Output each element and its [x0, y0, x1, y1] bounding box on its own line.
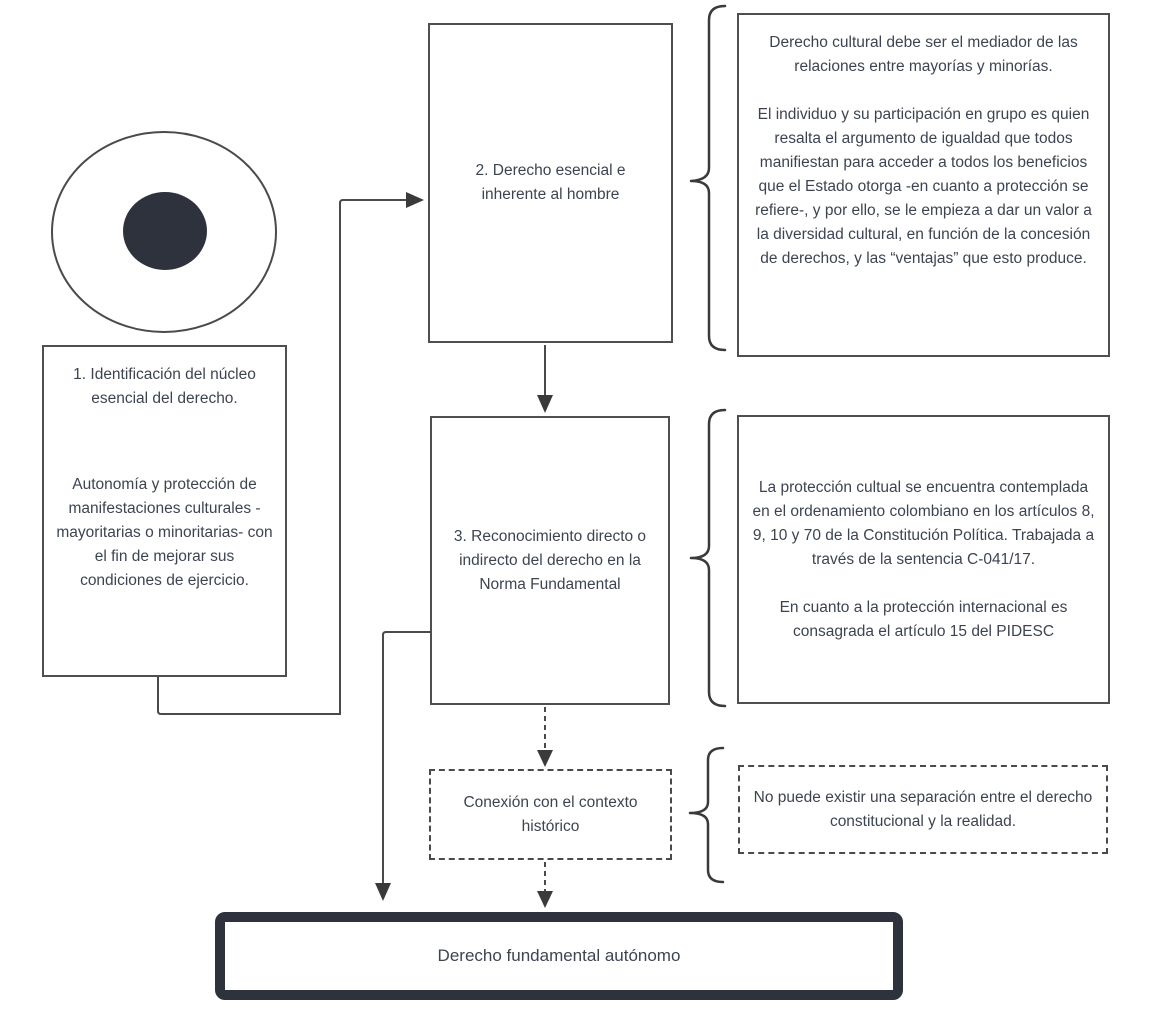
historical-context-box	[429, 769, 672, 860]
connector-box3-to-final	[383, 632, 430, 883]
arrowhead-into-final-box-center	[537, 891, 553, 908]
brace-note-bottom	[690, 748, 723, 882]
step1-box	[42, 345, 287, 677]
arrowhead-into-box3	[537, 395, 553, 413]
inner-circle-shape	[123, 192, 207, 270]
final-result-box	[215, 912, 903, 1000]
note-top-para1: Derecho cultural debe ser el mediador de las relaciones entre mayorías y minorías.	[769, 34, 1078, 75]
step1-title: 1. Identificación del núcleo esencial del derecho.	[73, 366, 256, 407]
note-bottom-box	[738, 765, 1108, 854]
arrowhead-into-context-box	[537, 750, 553, 767]
step2-label: 2. Derecho esencial e inherente al hombre	[475, 162, 626, 203]
step1-description: Autonomía y protección de manifestaciones culturales -mayoritarias o minoritarias- con el fin de mejorar sus condiciones de ejercicio.	[56, 476, 273, 589]
note-middle-para2: En cuanto a la protección internacional es consagrada el artículo 15 del PIDESC	[779, 598, 1068, 640]
step2-box	[428, 23, 673, 343]
step3-box	[430, 416, 670, 705]
arrowhead-into-box2	[406, 192, 424, 208]
brace-note-top	[691, 6, 725, 350]
note-bottom-label: No puede existir una separación entre el derecho constitucional y la realidad.	[753, 788, 1093, 830]
brace-note-middle	[691, 410, 725, 706]
note-middle-para1: La protección cultual se encuentra contemplada en el ordenamiento colombiano en los artículos 8, 9, 10 y 70 de la Constitución Política. Trabajada a través de la sentencia C-041/17.	[752, 478, 1095, 568]
step3-label: 3. Reconocimiento directo o indirecto del derecho en la Norma Fundamental	[453, 527, 647, 593]
note-top-para2: El individuo y su participación en grupo es quien resalta el argumento de igualdad que todos manifiestan para acceder a todos los beneficios que el Estado otorga -en cuanto a protección se refiere-, y por ello, se le empieza a dar un valor a la diversidad cultural, en función de la concesión de derechos, y las “ventajas” que esto produce.	[755, 106, 1092, 267]
arrowhead-into-final-box-left	[375, 883, 391, 901]
historical-context-label: Conexión con el contexto histórico	[463, 793, 638, 835]
note-top-box	[737, 13, 1110, 357]
final-result-label: Derecho fundamental autónomo	[437, 946, 681, 965]
note-middle-box	[737, 415, 1110, 704]
